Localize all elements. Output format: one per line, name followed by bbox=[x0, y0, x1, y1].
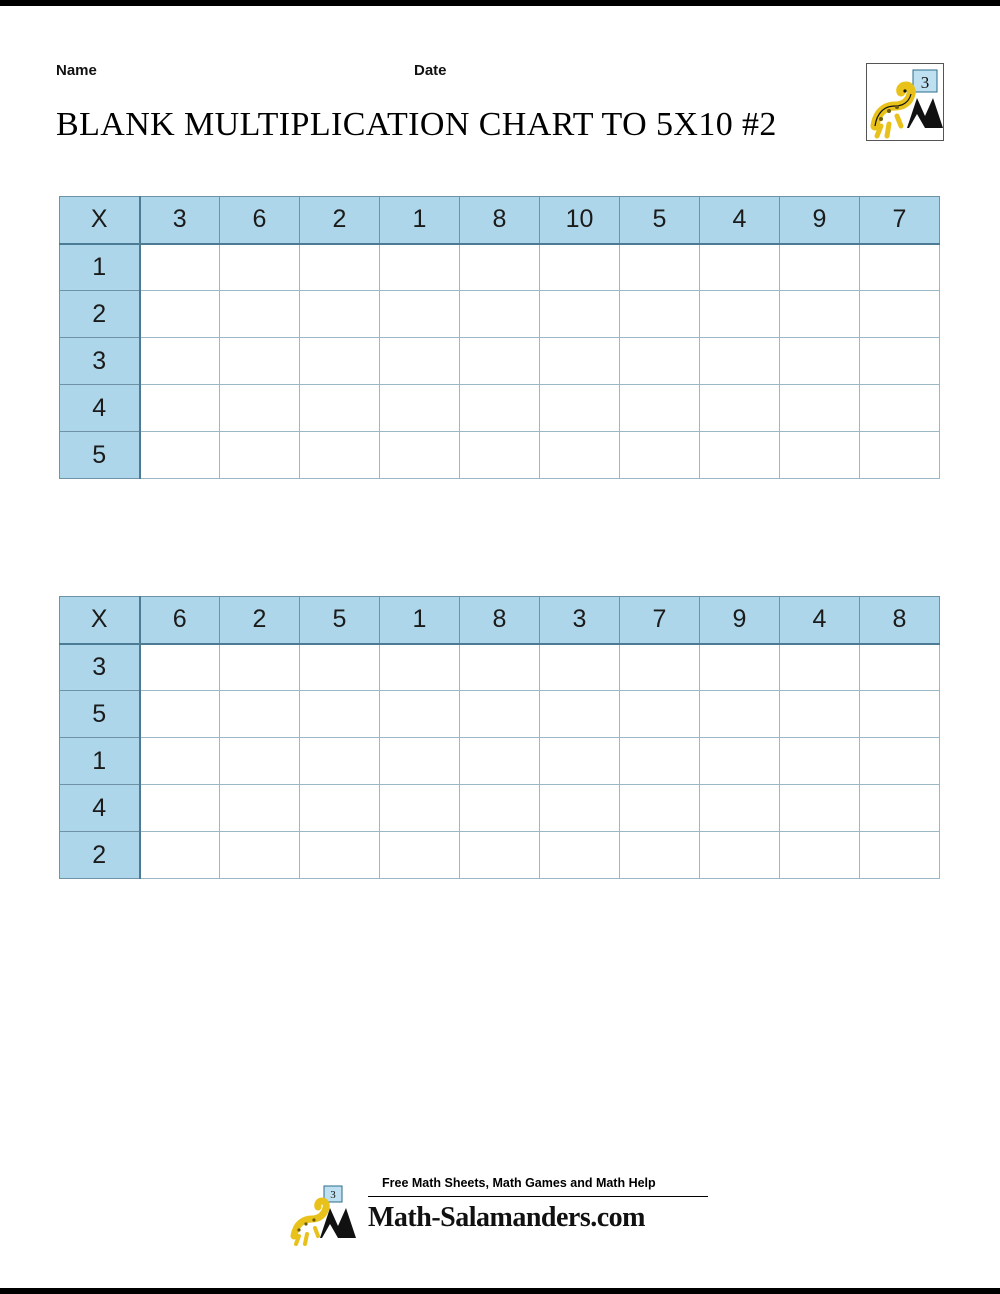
answer-cell[interactable] bbox=[140, 785, 220, 832]
answer-cell[interactable] bbox=[300, 785, 380, 832]
column-header: 4 bbox=[780, 597, 860, 644]
answer-cell[interactable] bbox=[860, 738, 940, 785]
answer-cell[interactable] bbox=[860, 338, 940, 385]
answer-cell[interactable] bbox=[460, 785, 540, 832]
column-header: 7 bbox=[620, 597, 700, 644]
column-header: 4 bbox=[700, 197, 780, 244]
answer-cell[interactable] bbox=[620, 644, 700, 691]
table-header-row bbox=[60, 197, 940, 244]
answer-cell[interactable] bbox=[460, 832, 540, 879]
column-header: 2 bbox=[300, 197, 380, 244]
grid-corner-operator: X bbox=[60, 597, 140, 644]
footer-logo bbox=[290, 1184, 370, 1246]
answer-cell[interactable] bbox=[140, 691, 220, 738]
answer-cell[interactable] bbox=[540, 644, 620, 691]
answer-cell[interactable] bbox=[780, 291, 860, 338]
column-header: 5 bbox=[300, 597, 380, 644]
table-row bbox=[60, 738, 940, 785]
answer-cell[interactable] bbox=[300, 644, 380, 691]
answer-cell[interactable] bbox=[620, 385, 700, 432]
column-header: 6 bbox=[140, 597, 220, 644]
answer-cell[interactable] bbox=[140, 338, 220, 385]
svg-text:3: 3 bbox=[920, 73, 930, 92]
answer-cell[interactable] bbox=[300, 832, 380, 879]
answer-cell[interactable] bbox=[300, 738, 380, 785]
answer-cell[interactable] bbox=[380, 338, 460, 385]
answer-cell[interactable] bbox=[700, 244, 780, 291]
answer-cell[interactable] bbox=[380, 385, 460, 432]
column-header: 9 bbox=[780, 197, 860, 244]
table-row bbox=[60, 244, 940, 291]
answer-cell[interactable] bbox=[460, 338, 540, 385]
answer-cell[interactable] bbox=[540, 738, 620, 785]
column-header: 3 bbox=[140, 197, 220, 244]
answer-cell[interactable] bbox=[860, 432, 940, 479]
answer-cell[interactable] bbox=[620, 785, 700, 832]
answer-cell[interactable] bbox=[780, 432, 860, 479]
answer-cell[interactable] bbox=[380, 291, 460, 338]
answer-cell[interactable] bbox=[220, 385, 300, 432]
answer-cell[interactable] bbox=[700, 291, 780, 338]
row-header: 1 bbox=[60, 244, 140, 291]
answer-cell[interactable] bbox=[300, 385, 380, 432]
answer-cell[interactable] bbox=[620, 244, 700, 291]
answer-cell[interactable] bbox=[460, 691, 540, 738]
answer-cell[interactable] bbox=[860, 785, 940, 832]
answer-cell[interactable] bbox=[300, 432, 380, 479]
table-header-row bbox=[60, 597, 940, 644]
answer-cell[interactable] bbox=[220, 738, 300, 785]
answer-cell[interactable] bbox=[460, 385, 540, 432]
multiplication-grid-1[interactable] bbox=[59, 196, 940, 479]
answer-cell[interactable] bbox=[380, 432, 460, 479]
answer-cell[interactable] bbox=[140, 291, 220, 338]
page-title: BLANK MULTIPLICATION CHART TO 5X10 #2 bbox=[56, 106, 777, 143]
answer-cell[interactable] bbox=[380, 644, 460, 691]
answer-cell[interactable] bbox=[140, 832, 220, 879]
answer-cell[interactable] bbox=[220, 691, 300, 738]
answer-cell[interactable] bbox=[780, 644, 860, 691]
salamander-logo-icon bbox=[867, 64, 944, 141]
multiplication-grid-2[interactable] bbox=[59, 596, 940, 879]
answer-cell[interactable] bbox=[220, 338, 300, 385]
answer-cell[interactable] bbox=[780, 785, 860, 832]
answer-cell[interactable] bbox=[140, 644, 220, 691]
answer-cell[interactable] bbox=[860, 385, 940, 432]
answer-cell[interactable] bbox=[540, 785, 620, 832]
answer-cell[interactable] bbox=[860, 691, 940, 738]
row-header: 2 bbox=[60, 291, 140, 338]
answer-cell[interactable] bbox=[380, 785, 460, 832]
header-fields bbox=[56, 62, 936, 82]
table-row bbox=[60, 432, 940, 479]
answer-cell[interactable] bbox=[780, 738, 860, 785]
answer-cell[interactable] bbox=[220, 432, 300, 479]
column-header: 8 bbox=[460, 197, 540, 244]
row-header: 1 bbox=[60, 738, 140, 785]
answer-cell[interactable] bbox=[860, 291, 940, 338]
name-field-label: Name bbox=[56, 62, 97, 79]
answer-cell[interactable] bbox=[780, 832, 860, 879]
answer-cell[interactable] bbox=[780, 338, 860, 385]
answer-cell[interactable] bbox=[460, 244, 540, 291]
answer-cell[interactable] bbox=[540, 432, 620, 479]
answer-cell[interactable] bbox=[380, 244, 460, 291]
answer-cell[interactable] bbox=[300, 691, 380, 738]
answer-cell[interactable] bbox=[620, 691, 700, 738]
answer-cell[interactable] bbox=[700, 644, 780, 691]
column-header: 10 bbox=[540, 197, 620, 244]
table-row bbox=[60, 832, 940, 879]
footer bbox=[0, 1172, 1000, 1262]
footer-divider bbox=[368, 1196, 708, 1197]
answer-cell[interactable] bbox=[620, 738, 700, 785]
salamander-logo-icon bbox=[290, 1184, 370, 1246]
answer-cell[interactable] bbox=[860, 644, 940, 691]
date-field-label: Date bbox=[414, 62, 447, 79]
column-header: 8 bbox=[860, 597, 940, 644]
answer-cell[interactable] bbox=[540, 832, 620, 879]
column-header: 9 bbox=[700, 597, 780, 644]
row-header: 3 bbox=[60, 644, 140, 691]
row-header: 5 bbox=[60, 432, 140, 479]
answer-cell[interactable] bbox=[700, 432, 780, 479]
answer-cell[interactable] bbox=[460, 644, 540, 691]
answer-cell[interactable] bbox=[700, 691, 780, 738]
answer-cell[interactable] bbox=[140, 385, 220, 432]
answer-cell[interactable] bbox=[620, 432, 700, 479]
answer-cell[interactable] bbox=[540, 385, 620, 432]
grid-corner-operator: X bbox=[60, 197, 140, 244]
column-header: 8 bbox=[460, 597, 540, 644]
answer-cell[interactable] bbox=[780, 244, 860, 291]
answer-cell[interactable] bbox=[460, 291, 540, 338]
row-header: 4 bbox=[60, 385, 140, 432]
answer-cell[interactable] bbox=[300, 291, 380, 338]
row-header: 2 bbox=[60, 832, 140, 879]
answer-cell[interactable] bbox=[700, 738, 780, 785]
footer-tagline: Free Math Sheets, Math Games and Math Help bbox=[382, 1176, 656, 1190]
answer-cell[interactable] bbox=[140, 244, 220, 291]
svg-text:3: 3 bbox=[330, 1189, 336, 1201]
column-header: 1 bbox=[380, 597, 460, 644]
answer-cell[interactable] bbox=[780, 385, 860, 432]
answer-cell[interactable] bbox=[220, 785, 300, 832]
column-header: 3 bbox=[540, 597, 620, 644]
answer-cell[interactable] bbox=[300, 338, 380, 385]
column-header: 6 bbox=[220, 197, 300, 244]
footer-branding bbox=[290, 1172, 710, 1262]
answer-cell[interactable] bbox=[460, 432, 540, 479]
answer-cell[interactable] bbox=[700, 385, 780, 432]
answer-cell[interactable] bbox=[620, 291, 700, 338]
answer-cell[interactable] bbox=[700, 785, 780, 832]
answer-cell[interactable] bbox=[780, 691, 860, 738]
column-header: 2 bbox=[220, 597, 300, 644]
table-row bbox=[60, 691, 940, 738]
answer-cell[interactable] bbox=[220, 244, 300, 291]
answer-cell[interactable] bbox=[540, 244, 620, 291]
answer-cell[interactable] bbox=[700, 338, 780, 385]
answer-cell[interactable] bbox=[380, 691, 460, 738]
answer-cell[interactable] bbox=[380, 738, 460, 785]
answer-cell[interactable] bbox=[540, 338, 620, 385]
answer-cell[interactable] bbox=[860, 832, 940, 879]
brand-logo-box bbox=[866, 63, 944, 141]
answer-cell[interactable] bbox=[540, 691, 620, 738]
column-header: 7 bbox=[860, 197, 940, 244]
table-row bbox=[60, 785, 940, 832]
row-header: 3 bbox=[60, 338, 140, 385]
answer-cell[interactable] bbox=[220, 832, 300, 879]
answer-cell[interactable] bbox=[140, 738, 220, 785]
answer-cell[interactable] bbox=[220, 291, 300, 338]
table-row bbox=[60, 644, 940, 691]
row-header: 5 bbox=[60, 691, 140, 738]
column-header: 5 bbox=[620, 197, 700, 244]
row-header: 4 bbox=[60, 785, 140, 832]
answer-cell[interactable] bbox=[860, 244, 940, 291]
answer-cell[interactable] bbox=[220, 644, 300, 691]
answer-cell[interactable] bbox=[620, 338, 700, 385]
table-row bbox=[60, 338, 940, 385]
column-header: 1 bbox=[380, 197, 460, 244]
answer-cell[interactable] bbox=[140, 432, 220, 479]
table-row bbox=[60, 291, 940, 338]
answer-cell[interactable] bbox=[300, 244, 380, 291]
answer-cell[interactable] bbox=[700, 832, 780, 879]
answer-cell[interactable] bbox=[380, 832, 460, 879]
answer-cell[interactable] bbox=[460, 738, 540, 785]
table-row bbox=[60, 385, 940, 432]
answer-cell[interactable] bbox=[620, 832, 700, 879]
answer-cell[interactable] bbox=[540, 291, 620, 338]
footer-site-url[interactable]: Math-Salamanders.com bbox=[368, 1202, 645, 1233]
